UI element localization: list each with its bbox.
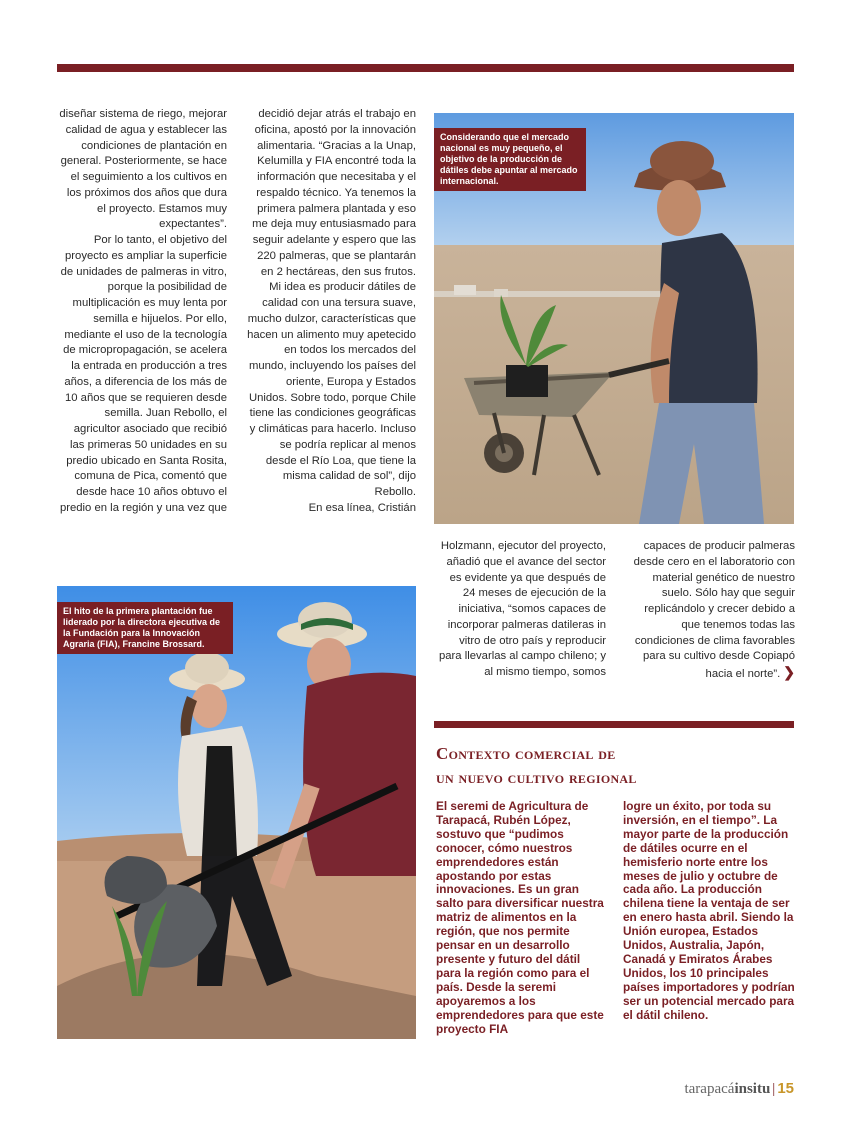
article-column-4: [625, 539, 795, 683]
paragraph: logre un éxito, por toda su inversión, en el tiempo”. La mayor parte de la producción de dátiles ocurre en el hemisferio norte entre los meses de julio y octubre de cada año. La producción chilena tiene la ventaja de ser en enero hasta abril. Siendo la Unión europea, Estados Unidos, Australia, Japón, Canadá y Emiratos Árabes Unidos, los 10 principales países importadores y podrían ser un potencial mercado para el dátil chileno.: [623, 799, 795, 1022]
paragraph: Holzmann, ejecutor del proyecto, añadió que el avance del sector es evidente ya que después de 24 meses de ejecución de la iniciativa, “somos capaces de incorporar palmeras datileras in vitro de otro país y reproducir para llevarlas al campo chileno; y al mismo tiempo, somos: [438, 540, 606, 678]
section-title-line: Contexto comercial de: [436, 744, 616, 763]
paragraph: En esa línea, Cristián: [308, 501, 416, 514]
page-footer: [684, 1080, 794, 1098]
section-column-1: [436, 800, 608, 1036]
section-title-line: un nuevo cultivo regional: [436, 768, 637, 787]
article-column-2: [246, 107, 416, 517]
page-number: 15: [777, 1080, 794, 1097]
article-column-3: [436, 539, 606, 681]
paragraph: [625, 539, 795, 683]
section-column-2: [623, 800, 798, 1023]
photo-caption: El hito de la primera plantación fue liderado por la directora ejecutiva de la Fundación para la Innovación Agraria (FIA), Francine Brossard.: [57, 602, 233, 654]
top-rule: [57, 64, 794, 72]
magazine-brand: [684, 1081, 770, 1097]
paragraph-text: capaces de producir palmeras desde cero en el laboratorio con material genético de nuestro suelo. Sólo hay que seguir replicándolo y crecer debido a que tenemos todas las condiciones de clima favorables para su cultivo desde Copiapó hacia el norte”.: [633, 540, 795, 680]
photo-caption: Considerando que el mercado nacional es muy pequeño, el objetivo de la producción de dátiles debe apuntar al mercado internacional.: [434, 128, 586, 191]
section-title: [436, 742, 796, 790]
brand-part: tarapacá: [684, 1081, 735, 1097]
paragraph: Por lo tanto, el objetivo del proyecto es ampliar la superficie de unidades de palmeras in vitro, porque la posibilidad de multiplicación es muy lenta por semilla e hijuelos. Por ello, mediante el uso de la tecnología de micropropagación, se acelera la entrada en producción a tres años, a diferencia de los más de 10 años que se requieren desde semilla. Juan Rebollo, el agricultor asociado que recibió las primeras 50 unidades en su predio ubicado en Santa Rosita, comuna de Pica, comentó que desde hace 10 años obtuvo el predio en la región y una vez que: [59, 234, 227, 514]
footer-separator: |: [772, 1081, 776, 1097]
article-column-1: [57, 107, 227, 517]
paragraph: El seremi de Agricultura de Tarapacá, Rubén López, sostuvo que “pudimos conocer, cómo nuestros emprendedores están apostando por estas innovaciones. Es un gran salto para diversificar nuestra matriz de alimentos en la región, que nos permite pensar en un desarrollo presente y futuro del dátil para la región como para el país. Desde la seremi apoyaremos a los emprendedores para que este proyecto FIA: [436, 799, 604, 1036]
section-rule: [434, 721, 794, 728]
brand-part: insitu: [734, 1081, 771, 1097]
paragraph: decidió dejar atrás el trabajo en oficina, apostó por la innovación alimentaria. “Gracias a la Unap, Kelumilla y FIA encontré toda la información que necesitaba y el respaldo técnico. Ya tenemos la primera palmera plantada y eso me deja muy entusiasmado para seguir adelante y espero que las 220 palmeras, que se plantarán en 2 hectáreas, den sus frutos. Mi idea es producir dátiles de calidad con una tersura suave, mucho dulzor, características que hacen un alimento muy apetecido en todos los mercados del mundo, incluyendo los países del oriente, Europa y Estados Unidos. Sobre todo, porque Chile tiene las condiciones geográficas y climáticas para hacerlo. Incluso se podría replicar al menos desde el Río Loa, que tiene la misma calidad de sol”, dijo Rebollo.: [247, 108, 416, 498]
chevron-right-icon: ❯: [783, 664, 795, 680]
paragraph: diseñar sistema de riego, mejorar calidad de agua y establecer las condiciones de plantación en general. Posteriormente, se hace el seguimiento a los cultivos en los próximos dos años que dura el proyecto. Estamos muy expectantes”.: [59, 108, 227, 231]
